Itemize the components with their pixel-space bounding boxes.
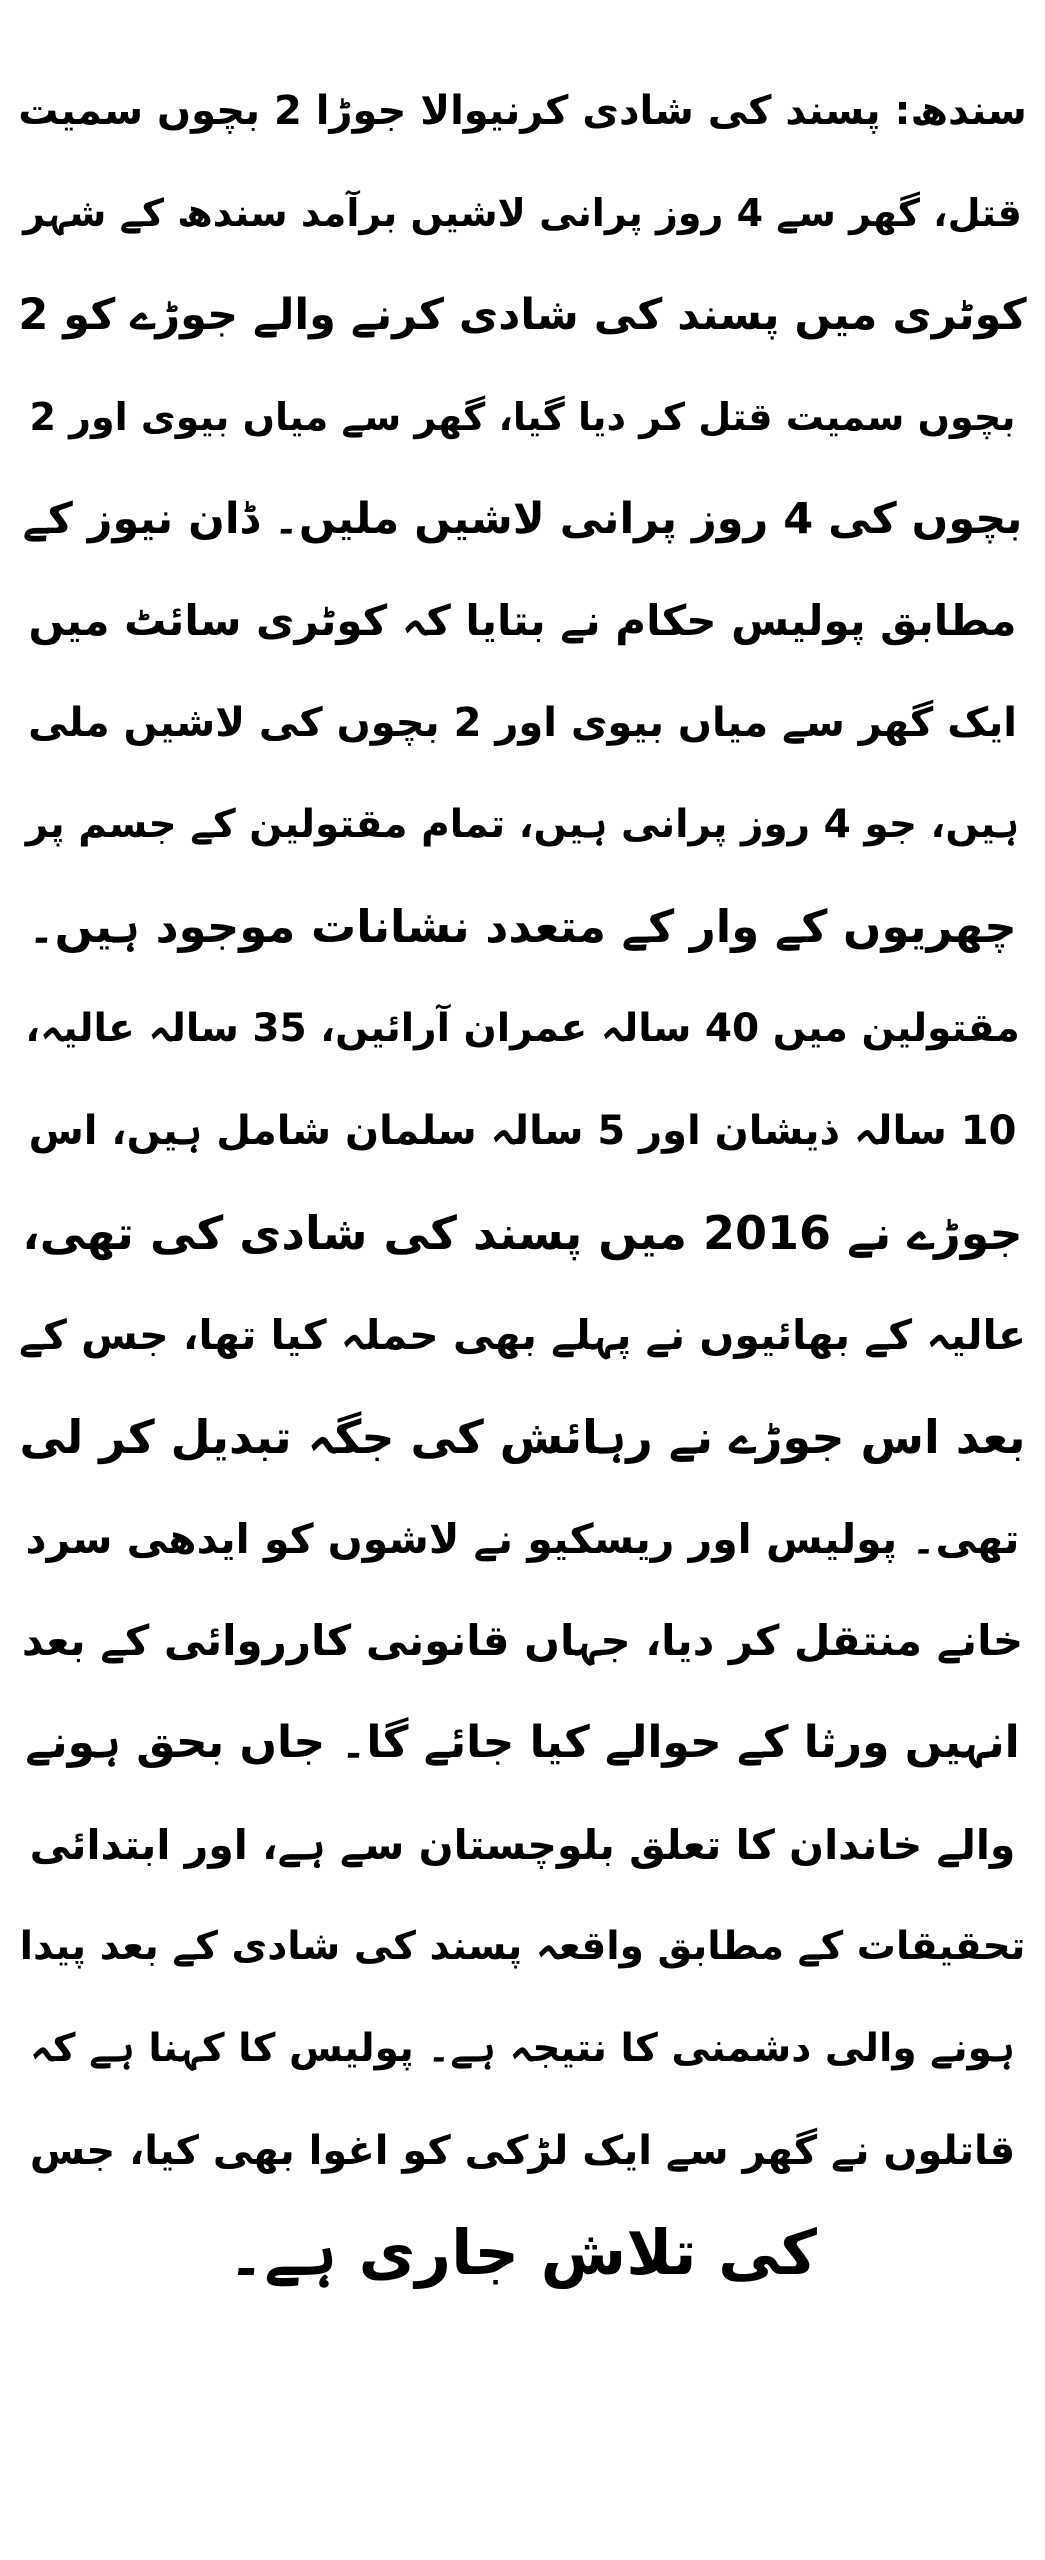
article-line-4: بچوں سمیت قتل کر دیا گیا، گھر سے میاں بیوی اور 2 bbox=[29, 395, 1016, 439]
article-body bbox=[18, 60, 1027, 2304]
article-line-2: قتل، گھر سے 4 روز پرانی لاشیں برآمد سندھ کے شہر bbox=[23, 191, 1022, 235]
article-line-16: خانے منتقل کر دیا، جہاں قانونی کارروائی کے بعد bbox=[21, 1616, 1024, 1665]
article-line-11: 10 سالہ ذیشان اور 5 سالہ سلمان شامل ہیں، اس bbox=[28, 1108, 1017, 1154]
article-line-3: کوٹری میں پسند کی شادی کرنے والے جوڑے کو 2 bbox=[18, 290, 1027, 340]
article-line-18: والے خاندان کا تعلق بلوچستان سے ہے، اور ابتدائی bbox=[29, 1821, 1016, 1869]
article-line-5: بچوں کی 4 روز پرانی لاشیں ملیں۔ ڈان نیوز کے bbox=[22, 494, 1023, 544]
article-line-20: ہونے والی دشمنی کا نتیجہ ہے۔ پولیس کا کہنا ہے کہ bbox=[30, 2026, 1015, 2071]
article-line-1: سندھ: پسند کی شادی کرنیوالا جوڑا 2 بچوں سمیت bbox=[18, 88, 1027, 134]
article-line-8: ہیں، جو 4 روز پرانی ہیں، تمام مقتولین کے جسم پر bbox=[25, 802, 1020, 847]
article-line-21: قاتلوں نے گھر سے ایک لڑکی کو اغوا بھی کیا، جس bbox=[29, 2128, 1016, 2174]
article-line-17: انہیں ورثا کے حوالے کیا جائے گا۔ جاں بحق ہونے bbox=[25, 1717, 1020, 1768]
article-line-13: عالیہ کے بھائیوں نے پہلے بھی حملہ کیا تھا، جس کے bbox=[19, 1311, 1026, 1359]
article-line-19: تحقیقات کے مطابق واقعہ پسند کی شادی کے بعد پیدا bbox=[19, 1924, 1026, 1969]
article-line-6: مطابق پولیس حکام نے بتایا کہ کوٹری سائٹ میں bbox=[28, 596, 1017, 645]
article-line-9: چھریوں کے وار کے متعدد نشانات موجود ہیں۔ bbox=[28, 900, 1017, 953]
article-line-22: کی تلاش جاری ہے۔ bbox=[228, 2216, 817, 2289]
article-line-14: بعد اس جوڑے نے رہائش کی جگہ تبدیل کر لی bbox=[19, 1410, 1026, 1464]
article-line-15: تھی۔ پولیس اور ریسکیو نے لاشوں کو ایدھی سرد bbox=[25, 1515, 1020, 1563]
article-line-10: مقتولین میں 40 سالہ عمران آرائیں، 35 سالہ عالیہ، bbox=[25, 1006, 1020, 1051]
article-line-12: جوڑے نے 2016 میں پسند کی شادی کی تھی، bbox=[22, 1206, 1023, 1260]
article-line-7: ایک گھر سے میاں بیوی اور 2 بچوں کی لاشیں ملی bbox=[28, 700, 1017, 746]
